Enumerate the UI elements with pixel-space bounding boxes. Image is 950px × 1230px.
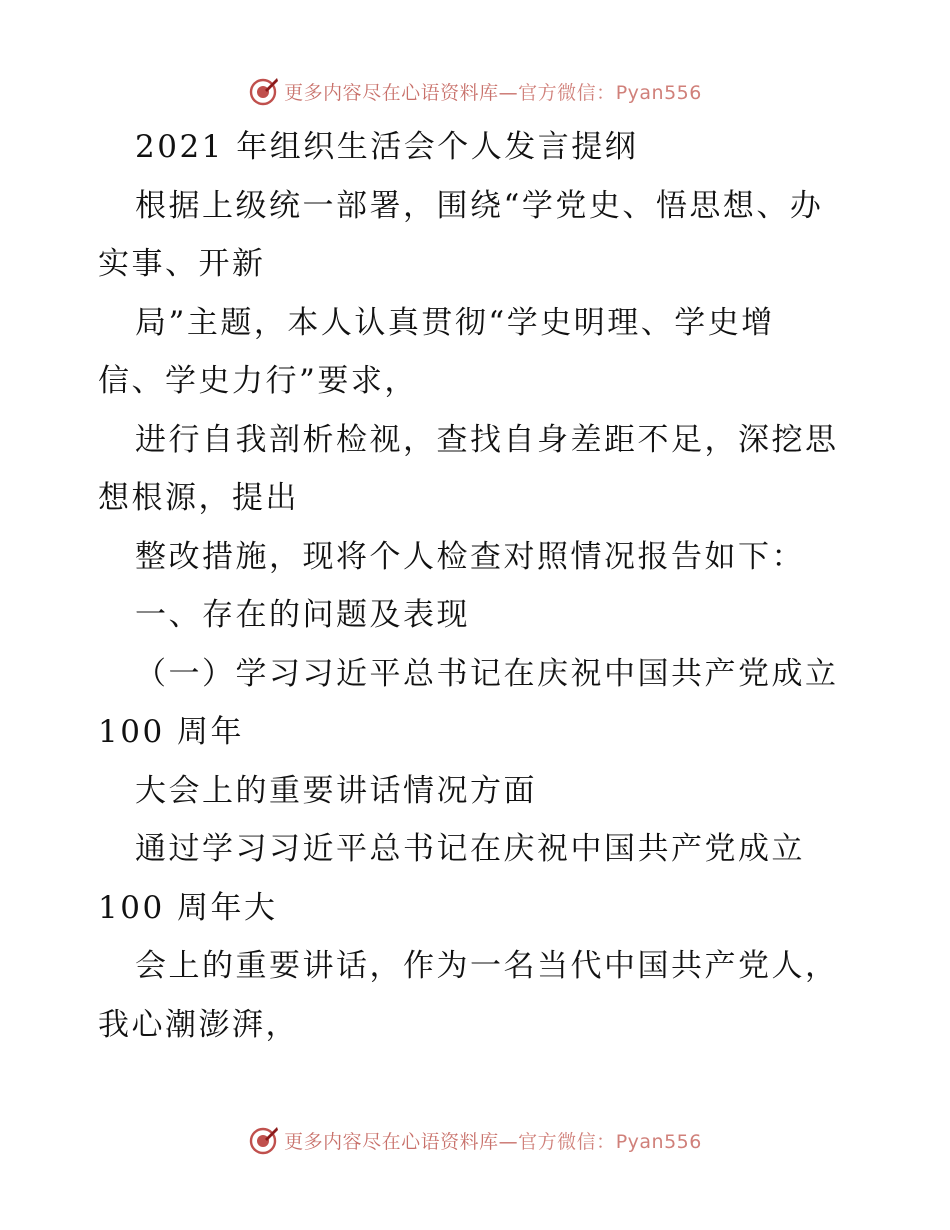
paragraph-line: 信、学史力行”要求， <box>98 363 418 399</box>
watermark-text: 更多内容尽在心语资料库— <box>284 81 519 104</box>
watermark-wechat-id: Pyan556 <box>615 81 702 104</box>
header-watermark <box>0 74 950 108</box>
paragraph-line: 想根源，提出 <box>98 480 299 516</box>
paragraph-line: 100 周年大 <box>98 889 278 926</box>
paragraph-line: 进行自我剖析检视，查找自身差距不足，深挖思 <box>135 421 839 458</box>
quill-seal-icon <box>248 75 280 107</box>
watermark-wechat-id: Pyan556 <box>615 1130 702 1153</box>
subsection-heading-cont: 大会上的重要讲话情况方面 <box>135 772 537 809</box>
quill-seal-icon <box>248 1124 280 1156</box>
paragraph-line: 实事、开新 <box>98 246 266 282</box>
watermark-wechat-label: 官方微信： <box>518 1130 616 1153</box>
footer-watermark <box>0 1123 950 1157</box>
paragraph-line: 整改措施，现将个人检查对照情况报告如下： <box>135 538 805 575</box>
paragraph-line: 通过学习习近平总书记在庆祝中国共产党成立 <box>135 831 805 867</box>
document-body <box>98 118 858 1054</box>
document-title: 2021 年组织生活会个人发言提纲 <box>135 129 639 165</box>
paragraph-line: 局”主题，本人认真贯彻“学史明理、学史增 <box>135 304 775 341</box>
watermark-wechat-label: 官方微信： <box>518 81 616 104</box>
paragraph-line: 会上的重要讲话，作为一名当代中国共产党人， <box>135 948 839 984</box>
paragraph-line: 我心潮澎湃， <box>98 1006 299 1043</box>
paragraph-line: 根据上级统一部署，围绕“学党史、悟思想、办 <box>135 187 824 224</box>
watermark-text: 更多内容尽在心语资料库— <box>284 1130 519 1153</box>
subsection-heading: （一）学习习近平总书记在庆祝中国共产党成立 <box>135 655 839 692</box>
section-heading: 一、存在的问题及表现 <box>135 597 470 633</box>
subsection-heading-cont: 100 周年 <box>98 714 245 750</box>
